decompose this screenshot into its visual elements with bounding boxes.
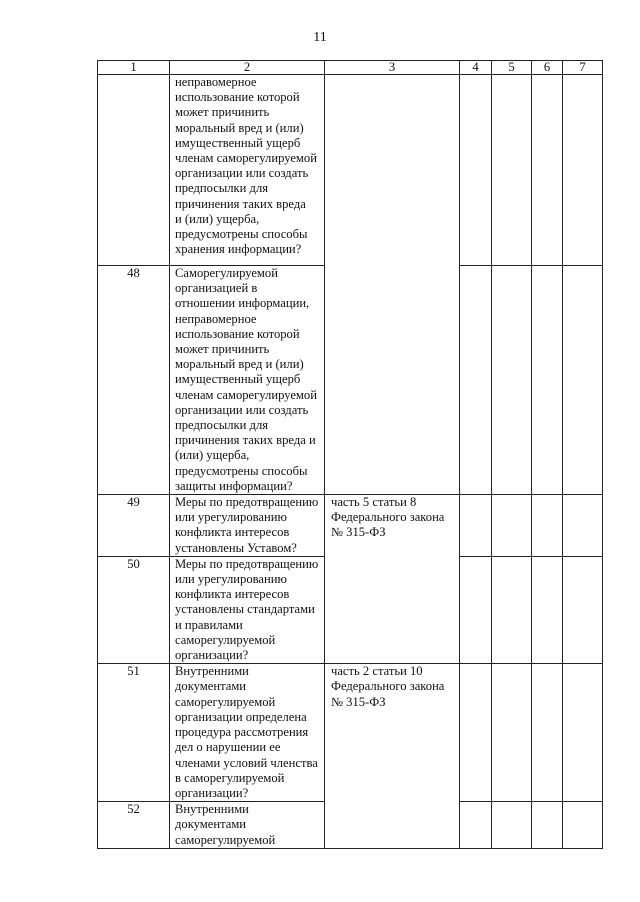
row-cell-6 [532, 75, 563, 266]
row-cell-6 [532, 664, 563, 802]
row-question: Саморегулируемой организацией в отношении информации, неправомерное использование которой может причинить моральный вред и (или) имущественный ущерб членам саморегулируемой организации или создать предпосылки для причинения таких вреда и (или) ущерба, предусмотрены способы защиты информации? [170, 266, 325, 495]
checklist-table [97, 60, 603, 849]
header-col-4: 4 [460, 61, 492, 75]
header-row [98, 61, 603, 75]
row-cell-7 [563, 75, 603, 266]
row-cell-4 [460, 266, 492, 495]
row-cell-5 [492, 802, 532, 849]
row-cell-7 [563, 266, 603, 495]
row-cell-4 [460, 664, 492, 802]
row-cell-5 [492, 664, 532, 802]
row-cell-5 [492, 495, 532, 557]
header-col-6: 6 [532, 61, 563, 75]
row-cell-4 [460, 556, 492, 663]
row-legal-basis: часть 5 статьи 8 Федерального закона № 315-ФЗ [325, 495, 460, 664]
table-row [98, 75, 603, 266]
row-cell-5 [492, 556, 532, 663]
row-question: Меры по предотвращению или урегулированию конфликта интересов установлены Уставом? [170, 495, 325, 557]
row-number: 48 [98, 266, 170, 495]
row-cell-7 [563, 495, 603, 557]
row-cell-7 [563, 802, 603, 849]
header-col-7: 7 [563, 61, 603, 75]
row-question: Внутренними документами саморегулируемой [170, 802, 325, 849]
row-number [98, 75, 170, 266]
row-question: Внутренними документами саморегулируемой организации определена процедура рассмотрения дел о нарушении ее членами условий членства в саморегулируемой организации? [170, 664, 325, 802]
row-cell-6 [532, 266, 563, 495]
table-row [98, 664, 603, 802]
row-legal-basis [325, 75, 460, 495]
page-number: 11 [313, 30, 327, 45]
row-cell-5 [492, 75, 532, 266]
row-cell-5 [492, 266, 532, 495]
table-row [98, 495, 603, 557]
row-cell-6 [532, 495, 563, 557]
row-cell-4 [460, 495, 492, 557]
row-number: 51 [98, 664, 170, 802]
row-number: 52 [98, 802, 170, 849]
row-cell-7 [563, 556, 603, 663]
row-cell-4 [460, 75, 492, 266]
row-number: 49 [98, 495, 170, 557]
header-col-3: 3 [325, 61, 460, 75]
row-cell-6 [532, 802, 563, 849]
row-legal-basis: часть 2 статьи 10 Федерального закона № 315-ФЗ [325, 664, 460, 848]
row-number: 50 [98, 556, 170, 663]
row-question: Меры по предотвращению или урегулированию конфликта интересов установлены стандартами и правилами саморегулируемой организации? [170, 556, 325, 663]
header-col-2: 2 [170, 61, 325, 75]
row-cell-6 [532, 556, 563, 663]
row-cell-7 [563, 664, 603, 802]
row-question: неправомерное использование которой может причинить моральный вред и (или) имущественный ущерб членам саморегулируемой организации или создать предпосылки для причинения таких вреда и (или) ущерба, предусмотрены способы хранения информации? [170, 75, 325, 266]
row-cell-4 [460, 802, 492, 849]
header-col-1: 1 [98, 61, 170, 75]
header-col-5: 5 [492, 61, 532, 75]
